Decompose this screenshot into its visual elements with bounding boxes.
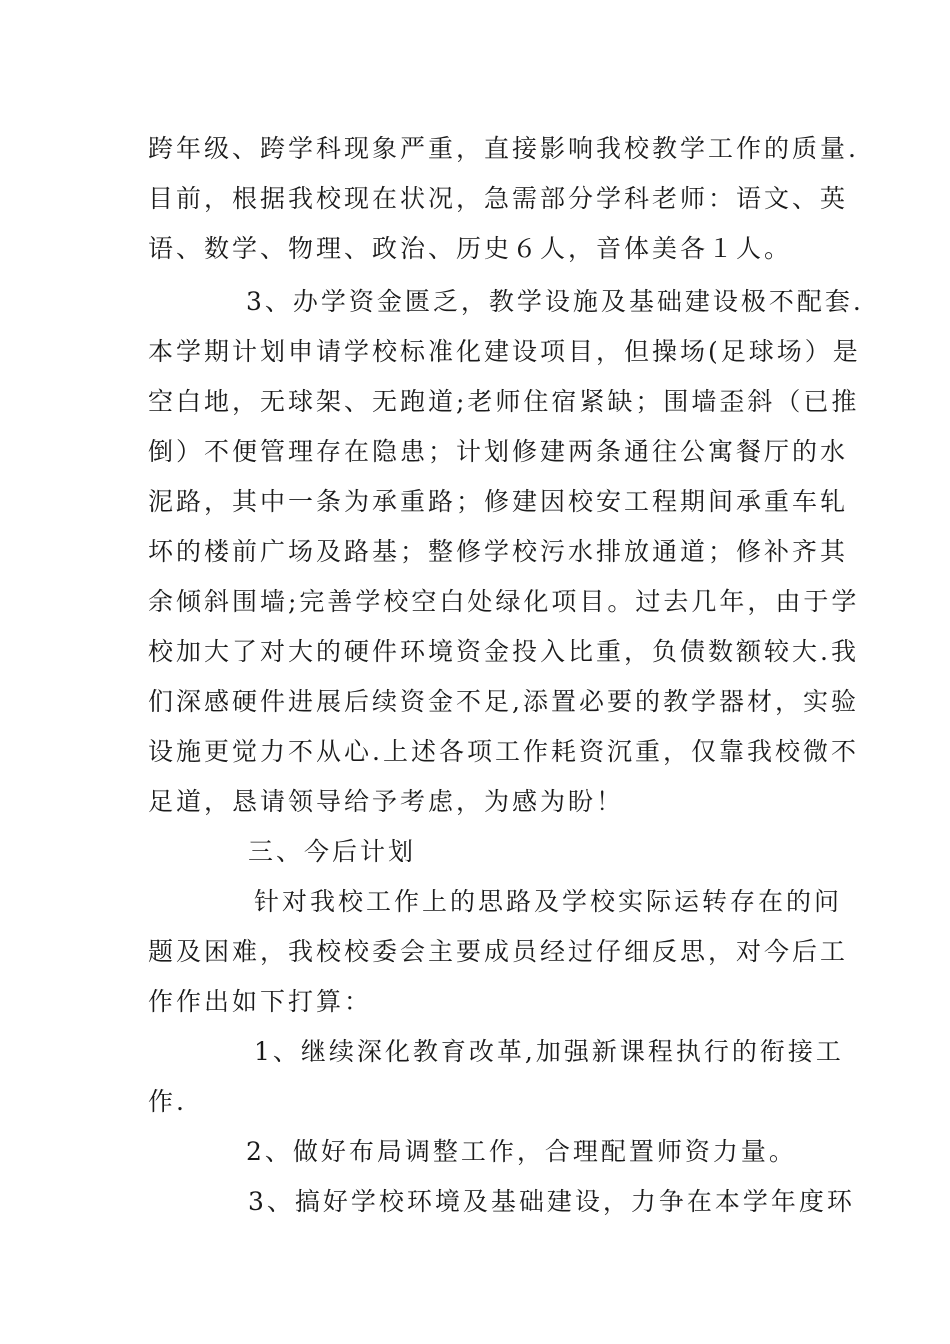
text-line: 3、办学资金匮乏，教学设施及基础建设极不配套. [246,287,864,316]
text-line: 设施更觉力不从心.上述各项工作耗资沉重，仅靠我校微不 [148,737,859,766]
text-line: 余倾斜围墙;完善学校空白处绿化项目。过去几年，由于学 [148,587,860,616]
text-line: 题及困难，我校校委会主要成员经过仔细反思，对今后工 [148,937,849,966]
text-line: 倒）不便管理存在隐患；计划修建两条通往公寓餐厅的水 [148,437,849,466]
section-heading: 三、今后计划 [248,837,417,866]
text-line: 作作出如下打算： [148,987,373,1016]
text-line: 泥路，其中一条为承重路；修建因校安工程期间承重车轧 [148,487,849,516]
text-line: 校加大了对大的硬件环境资金投入比重，负债数额较大.我 [148,637,859,666]
text-line: 2、做好布局调整工作，合理配置师资力量。 [246,1137,797,1166]
text-line: 作. [148,1087,187,1116]
text-line: 3、搞好学校环境及基础建设，力争在本学年度环 [248,1187,855,1216]
text-line: 1、继续深化教育改革,加强新课程执行的衔接工 [254,1037,844,1066]
text-line: 足道，恳请领导给予考虑，为感为盼！ [148,787,625,816]
text-line: 语、数学、物理、政治、历史６人，音体美各１人。 [148,234,793,263]
text-line: 空白地，无球架、无跑道;老师住宿紧缺；围墙歪斜（已推 [148,387,860,416]
text-line: 跨年级、跨学科现象严重，直接影响我校教学工作的质量. [148,134,859,163]
text-line: 坏的楼前广场及路基；整修学校污水排放通道；修补齐其 [148,537,849,566]
text-line: 针对我校工作上的思路及学校实际运转存在的问 [254,887,843,916]
text-line: 本学期计划申请学校标准化建设项目，但操场(足球场）是 [148,337,861,366]
text-line: 们深感硬件进展后续资金不足,添置必要的教学器材，实验 [148,687,859,716]
text-line: 目前，根据我校现在状况，急需部分学科老师：语文、英 [148,184,849,213]
